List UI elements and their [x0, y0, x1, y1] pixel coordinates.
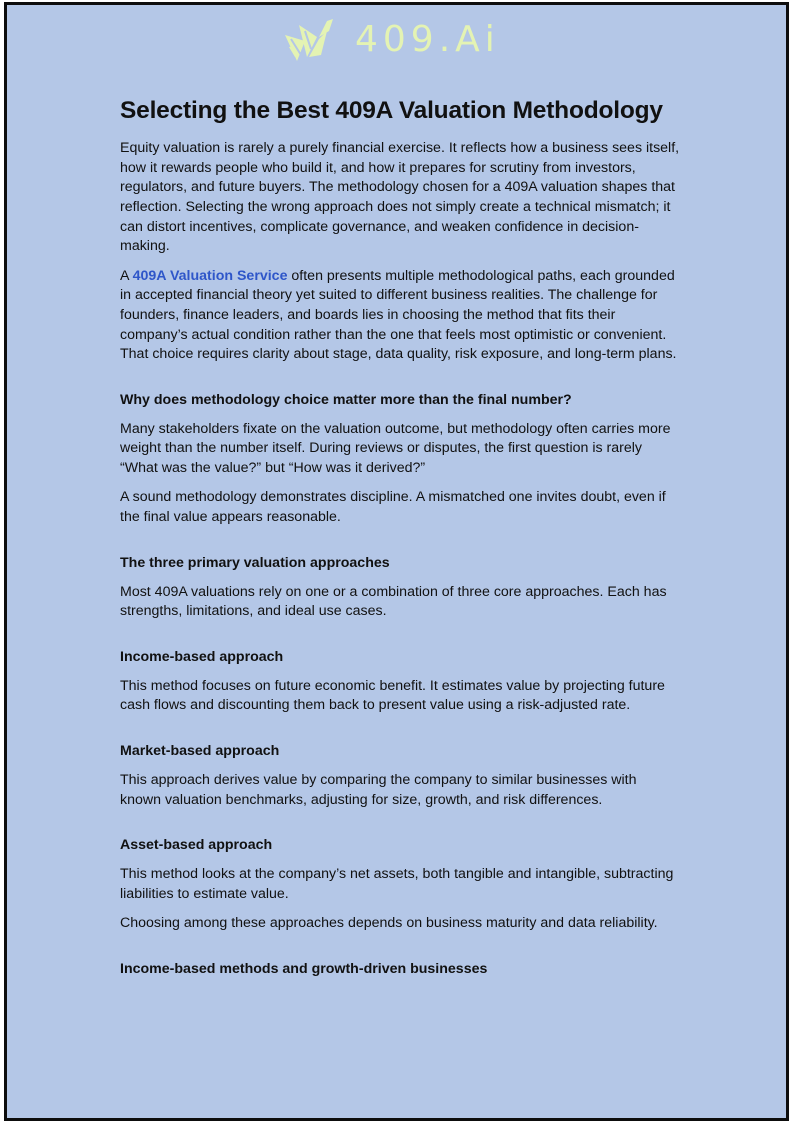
intro-paragraph-2: [120, 267, 680, 365]
page-title: Selecting the Best 409A Valuation Methodology: [120, 97, 663, 124]
methodology-paragraph-1: Many stakeholders fixate on the valuation outcome, but methodology often carries more weight than the number itself. During reviews or disputes, the first question is rarely “What was the value?” but “How was it derived?”: [120, 420, 671, 476]
asset-approach-paragraph-2: Choosing among these approaches depends on business maturity and data reliability.: [120, 915, 658, 932]
valuation-service-link[interactable]: 409A Valuation Service: [132, 267, 288, 284]
methodology-paragraph-2: A sound methodology demonstrates discipline. A mismatched one invites doubt, even if the final value appears reasonable.: [120, 489, 666, 526]
document-page: [4, 2, 789, 1121]
origami-bird-icon: [283, 17, 339, 63]
intro-p2-suffix: often presents multiple methodological paths, each grounded in accepted financial theory yet suited to different business realities. The challenge for founders, finance leaders, and boards lies in choosing the method that fits their company’s actual condition rather than the one that feels most optimistic or convenient. That choice requires clarity about stage, data quality, risk exposure, and long-term plans.: [120, 267, 677, 363]
section-heading-market-approach: Market-based approach: [120, 743, 280, 760]
intro-paragraph-1: Equity valuation is rarely a purely financial exercise. It reflects how a business sees itself, how it rewards people who build it, and how it prepares for scrutiny from investors, regulators, and future buyers. The methodology chosen for a 409A valuation shapes that reflection. Selecting the wrong approach does not simply create a technical mismatch; it can distort incentives, complicate governance, and weaken confidence in decision-making.: [120, 140, 680, 255]
brand-wordmark: 409.Ai: [355, 19, 500, 60]
asset-approach-paragraph-1: This method looks at the company’s net assets, both tangible and intangible, subtracting liabilities to estimate value.: [120, 866, 674, 902]
approaches-paragraph: Most 409A valuations rely on one or a combination of three core approaches. Each has strengths, limitations, and ideal use cases.: [120, 583, 667, 620]
section-heading-growth-businesses: Income-based methods and growth-driven businesses: [120, 961, 488, 978]
section-heading-methodology-matters: Why does methodology choice matter more than the final number?: [120, 391, 572, 408]
section-heading-income-approach: Income-based approach: [120, 648, 284, 665]
brand-logo: [283, 15, 500, 65]
intro-p2-prefix: A: [120, 267, 133, 284]
section-heading-asset-approach: Asset-based approach: [120, 837, 273, 854]
income-approach-paragraph: This method focuses on future economic benefit. It estimates value by projecting future cash flows and discounting them back to present value using a risk-adjusted rate.: [120, 677, 665, 714]
market-approach-paragraph: This approach derives value by comparing the company to similar businesses with known valuation benchmarks, adjusting for size, growth, and risk differences.: [120, 772, 637, 808]
article-body: [120, 97, 680, 989]
section-heading-three-approaches: The three primary valuation approaches: [120, 554, 390, 571]
